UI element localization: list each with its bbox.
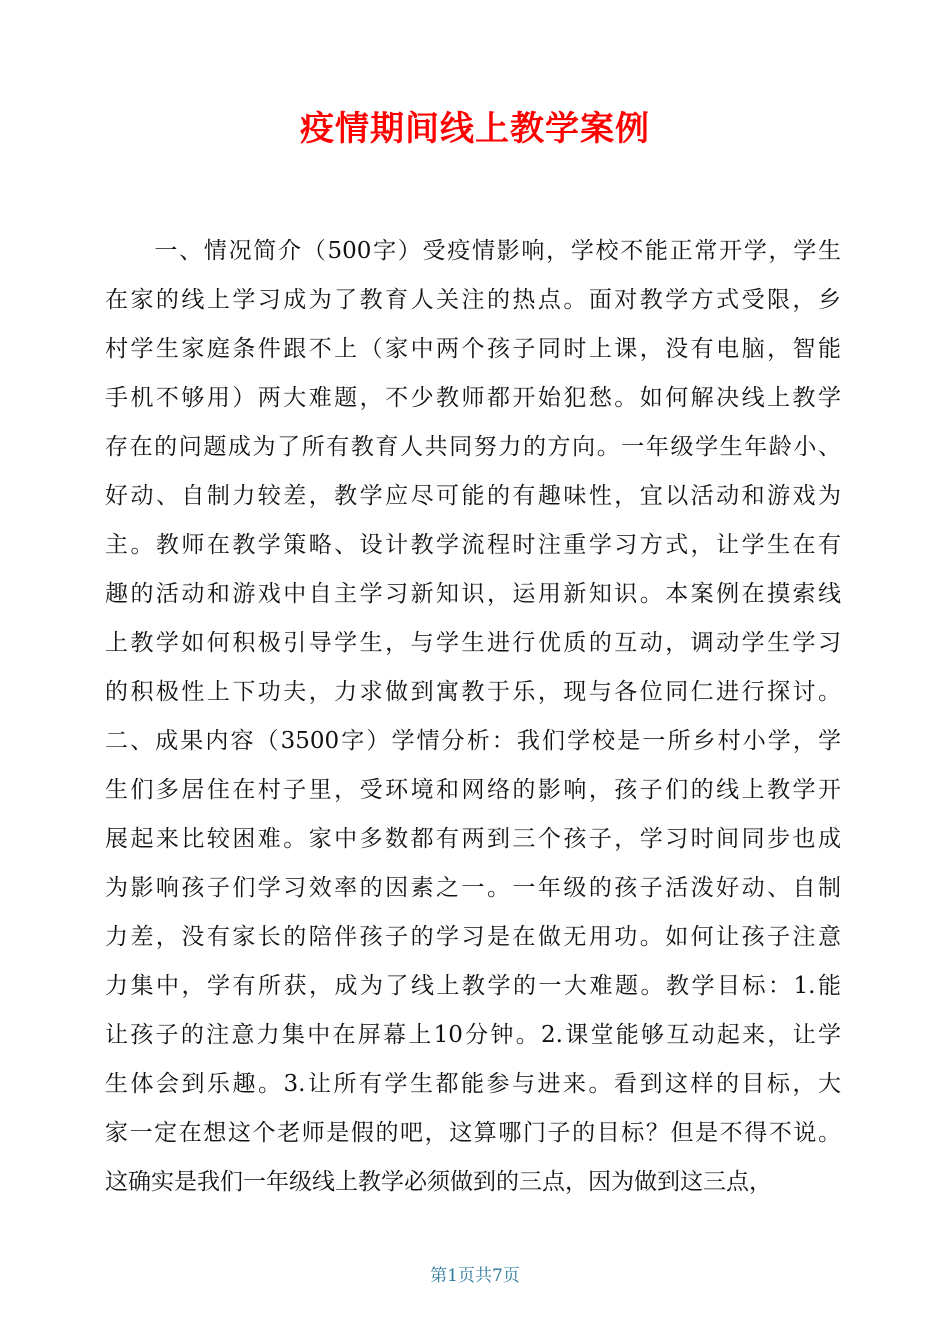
body-line: 在家的线上学习成为了教育人关注的热点。面对教学方式受限，乡 xyxy=(105,287,841,313)
body-line: 村学生家庭条件跟不上（家中两个孩子同时上课，没有电脑，智能 xyxy=(105,336,841,362)
document-body xyxy=(105,227,841,1207)
document-title: 疫情期间线上教学案例 xyxy=(300,109,650,149)
body-line: 好动、自制力较差，教学应尽可能的有趣味性，宜以活动和游戏为 xyxy=(105,483,841,509)
body-line: 让孩子的注意力集中在屏幕上10分钟。2.课堂能够互动起来，让学 xyxy=(105,1022,841,1048)
page-number-footer: 第1页共7页 xyxy=(430,1266,520,1286)
body-line: 手机不够用）两大难题，不少教师都开始犯愁。如何解决线上教学 xyxy=(105,385,841,411)
body-line: 这确实是我们一年级线上教学必须做到的三点，因为做到这三点， xyxy=(105,1169,772,1195)
body-line: 为影响孩子们学习效率的因素之一。一年级的孩子活泼好动、自制 xyxy=(105,875,841,901)
body-line: 家一定在想这个老师是假的吧，这算哪门子的目标？但是不得不说。 xyxy=(105,1120,841,1146)
body-line: 趣的活动和游戏中自主学习新知识，运用新知识。本案例在摸索线 xyxy=(105,581,841,607)
body-line: 二、成果内容（3500字）学情分析：我们学校是一所乡村小学，学 xyxy=(105,728,841,754)
body-line: 力差，没有家长的陪伴孩子的学习是在做无用功。如何让孩子注意 xyxy=(105,924,841,950)
body-line: 主。教师在教学策略、设计教学流程时注重学习方式，让学生在有 xyxy=(105,532,841,558)
body-line: 生体会到乐趣。3.让所有学生都能参与进来。看到这样的目标，大 xyxy=(105,1071,841,1097)
body-line: 存在的问题成为了所有教育人共同努力的方向。一年级学生年龄小、 xyxy=(105,434,841,460)
body-line: 上教学如何积极引导学生，与学生进行优质的互动，调动学生学习 xyxy=(105,630,841,656)
body-line: 一、情况简介（500字）受疫情影响，学校不能正常开学，学生 xyxy=(105,238,841,264)
body-line: 展起来比较困难。家中多数都有两到三个孩子，学习时间同步也成 xyxy=(105,826,841,852)
body-line: 生们多居住在村子里，受环境和网络的影响，孩子们的线上教学开 xyxy=(105,777,841,803)
body-line: 的积极性上下功夫，力求做到寓教于乐，现与各位同仁进行探讨。 xyxy=(105,679,841,705)
body-line: 力集中，学有所获，成为了线上教学的一大难题。教学目标：1.能 xyxy=(105,973,841,999)
